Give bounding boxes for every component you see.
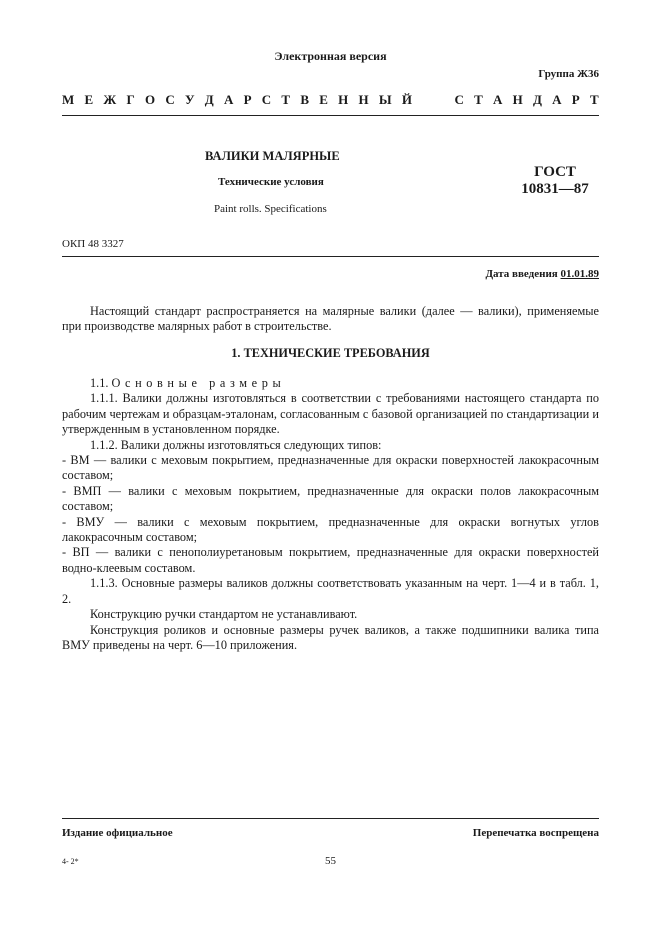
handle-note: Конструкцию ручки стандартом не устанавливают. bbox=[90, 607, 358, 622]
date-value: 01.01.89 bbox=[560, 268, 599, 280]
english-title: Paint rolls. Specifications bbox=[214, 203, 327, 215]
banner-letter: А bbox=[223, 92, 234, 107]
banner-letter: Т bbox=[589, 92, 599, 107]
section-body bbox=[62, 376, 599, 653]
banner-letter: Г bbox=[126, 92, 135, 107]
banner-letter: Ж bbox=[103, 92, 117, 107]
intro-paragraph bbox=[62, 304, 599, 335]
page-number: 55 bbox=[325, 855, 336, 867]
gost-designation bbox=[510, 164, 600, 198]
banner-letter: Р bbox=[243, 92, 252, 107]
gost-number: 10831—87 bbox=[521, 181, 589, 197]
section-heading: 1. ТЕХНИЧЕСКИЕ ТРЕБОВАНИЯ bbox=[231, 346, 430, 360]
type-vp: - ВП — валики с пенополиуретановым покрытием, предназначенные для окраски поверхностей водно-клеевым составом. bbox=[62, 545, 599, 575]
banner-letter: Н bbox=[358, 92, 369, 107]
gost-label: ГОСТ bbox=[534, 164, 576, 180]
paragraph-1-1-3: 1.1.3. Основные размеры валиков должны соответствовать указанным на черт. 1—4 и в табл. 1, 2. bbox=[62, 576, 599, 606]
okp-divider bbox=[62, 256, 599, 257]
subsection-name: Основные размеры bbox=[111, 376, 286, 390]
header-divider bbox=[62, 115, 599, 116]
banner-letter: Д bbox=[204, 92, 214, 107]
intro-text: Настоящий стандарт распространяется на малярные валики (далее — валики), применяемые при производстве малярных работ в строительстве. bbox=[62, 304, 599, 334]
banner-letter: Ы bbox=[378, 92, 392, 107]
group-label: Группа Ж36 bbox=[538, 68, 599, 80]
edition-label: Издание официальное bbox=[62, 827, 173, 839]
type-vmp: - ВМП — валики с меховым покрытием, предназначенные для окраски полов лакокрасочным составом; bbox=[62, 483, 599, 514]
banner-letter: Т bbox=[474, 92, 483, 107]
banner-letter: Е bbox=[84, 92, 94, 107]
document-subtitle: Технические условия bbox=[218, 176, 324, 188]
document-title: ВАЛИКИ МАЛЯРНЫЕ bbox=[205, 149, 340, 163]
banner-letter: А bbox=[552, 92, 562, 107]
banner-letter: Д bbox=[532, 92, 542, 107]
banner-letter: С bbox=[454, 92, 464, 107]
date-label: Дата введения bbox=[485, 268, 558, 280]
standard-banner bbox=[62, 92, 599, 108]
footer-divider bbox=[62, 818, 599, 819]
subsection-title bbox=[62, 376, 599, 391]
print-mark: 4- 2* bbox=[62, 857, 79, 866]
banner-letter: М bbox=[62, 92, 75, 107]
banner-gap bbox=[422, 92, 444, 108]
paragraph-1-1-1: 1.1.1. Валики должны изготовляться в соответствии с требованиями настоящего стандарта по рабочим чертежам и образцам-эталонам, согласованным с базовой организацией по стандартизации и утвержденным в установленном порядке. bbox=[62, 391, 599, 437]
okp-code: ОКП 48 3327 bbox=[62, 238, 124, 250]
banner-letter: У bbox=[185, 92, 195, 107]
type-vmu: - ВМУ — валики с меховым покрытием, предназначенные для окраски вогнутых углов лакокрасочным составом; bbox=[62, 514, 599, 545]
subsection-number: 1.1. bbox=[90, 376, 109, 390]
type-vm: - ВМ — валики с меховым покрытием, предназначенные для окраски поверхностей лакокрасочным составом; bbox=[62, 453, 599, 483]
banner-letter: С bbox=[165, 92, 175, 107]
paragraph-1-1-2: 1.1.2. Валики должны изготовляться следующих типов: bbox=[90, 437, 382, 452]
banner-letter: А bbox=[492, 92, 503, 107]
banner-letter: Р bbox=[571, 92, 580, 107]
banner-letter: Т bbox=[281, 92, 291, 107]
banner-letter: В bbox=[300, 92, 309, 107]
banner-letter: Й bbox=[401, 92, 412, 107]
electronic-version-label: Электронная версия bbox=[274, 49, 387, 63]
reprint-label: Перепечатка воспрещена bbox=[472, 827, 599, 839]
banner-letter: Н bbox=[512, 92, 523, 107]
banner-letter: Е bbox=[319, 92, 328, 107]
introduction-date bbox=[485, 268, 599, 280]
banner-letter: О bbox=[145, 92, 156, 107]
construction-note: Конструкция роликов и основные размеры ручек валиков, а также подшипники валика типа ВМУ приведены на черт. 6—10 приложения. bbox=[62, 622, 599, 652]
banner-letter: Н bbox=[338, 92, 349, 107]
banner-letter: С bbox=[261, 92, 272, 107]
